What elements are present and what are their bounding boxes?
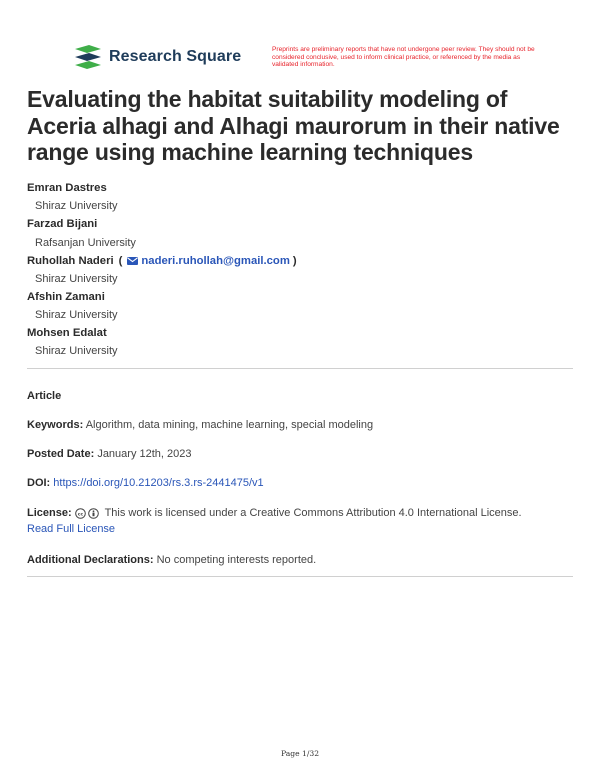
author-name[interactable]: Afshin Zamani [27,290,105,303]
doi-label: DOI: [27,477,51,489]
author-entry [27,252,547,288]
author-name[interactable]: Mohsen Edalat [27,327,107,340]
cc-icon [75,508,86,519]
email-link[interactable] [127,252,290,270]
declarations-value: No competing interests reported. [156,554,317,566]
keywords [27,417,573,433]
author-list [27,179,547,360]
divider [27,368,573,369]
email-icon [127,257,138,265]
author-name[interactable]: Emran Dastres [27,182,107,194]
paren-open: ( [118,254,123,267]
keywords-label: Keywords: [27,419,84,431]
license [27,505,573,537]
author-affiliation: Shiraz University [35,200,118,213]
keywords-value: Algorithm, data mining, machine learning, special modeling [85,419,374,431]
author-entry [27,215,547,251]
posted-date-label: Posted Date: [27,448,95,460]
additional-declarations [27,552,573,568]
paren-close: ) [292,254,297,267]
header [73,44,543,80]
article-type [27,388,573,404]
research-square-logo-icon [73,44,103,70]
author-affiliation: Shiraz University [35,272,118,285]
doi-link[interactable]: https://doi.org/10.21203/rs.3.rs-2441475/v1 [53,477,264,489]
declarations-label: Additional Declarations: [27,554,154,566]
license-label: License: [27,507,72,519]
author-affiliation: Shiraz University [35,345,118,358]
page-number: Page 1/32 [280,749,320,758]
author-affiliation: Shiraz University [35,309,118,322]
cc-by-icon [88,508,99,519]
divider [27,576,573,577]
logo-text: Research Square [109,48,242,65]
author-name[interactable]: Ruhollah Naderi [27,254,114,267]
email-address: naderi.ruhollah@gmail.com [141,254,290,267]
author-name-row [27,252,547,270]
author-name[interactable]: Farzad Bijani [27,218,98,231]
doi [27,475,573,491]
read-full-license-link[interactable]: Read Full License [27,523,116,535]
license-text: This work is licensed under a Creative Commons Attribution 4.0 International License. [104,507,522,519]
author-affiliation: Rafsanjan University [35,236,136,249]
article-type-label: Article [27,390,62,402]
research-square-logo[interactable] [73,44,241,70]
svg-text:cc: cc [77,511,83,517]
preprint-disclaimer: Preprints are preliminary reports that have not undergone peer review. They should not be considered conclusive, used to inform clinical practice, or referenced by the media as validated information. [272,46,535,69]
author-entry [27,324,547,360]
author-entry [27,288,547,324]
paper-title: Evaluating the habitat suitability modeling of Aceria alhagi and Alhagi maurorum in their native range using machine learning techniques [27,86,560,165]
author-entry [27,179,547,215]
posted-date-value: January 12th, 2023 [97,448,192,460]
posted-date [27,446,573,462]
cc-icons[interactable] [75,508,99,519]
